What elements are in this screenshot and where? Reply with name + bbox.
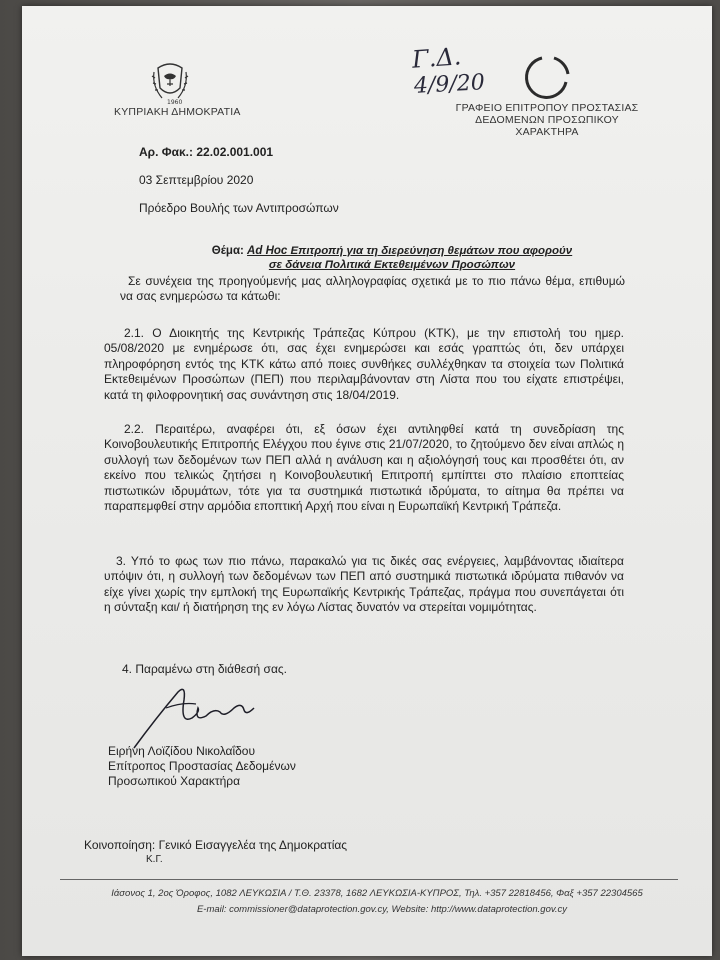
subject-line: σε δάνεια Πολιτικά Εκτεθειμένων Προσώπων xyxy=(268,259,516,271)
footer-address: Ιάσονος 1, 2ος Όροφος, 1082 ΛΕΥΚΩΣΙΑ / Τ.Θ. 23378, 1682 ΛΕΥΚΩΣΙΑ-ΚΥΠΡΟΣ, Τηλ. +357 22818456, Φαξ +357 22304565 xyxy=(111,888,643,899)
signer-title: Προσωπικού Χαρακτήρα xyxy=(108,774,241,788)
svg-text:1960: 1960 xyxy=(167,99,183,106)
notification-line: Κοινοποίηση: Γενικό Εισαγγελέα της Δημοκρατίας xyxy=(84,838,348,852)
letter-page xyxy=(22,6,712,956)
recipient: Πρόεδρο Βουλής των Αντιπροσώπων xyxy=(139,201,339,215)
cyprus-coat-of-arms-icon xyxy=(150,58,190,106)
circle-arcs-logo-icon xyxy=(520,52,576,100)
republic-label: ΚΥΠΡΙΑΚΗ ΔΗΜΟΚΡΑΤΙΑ xyxy=(114,106,241,118)
paragraph-2-1: 2.1. Ο Διοικητής της Κεντρικής Τράπεζας Κύπρου (ΚΤΚ), με την επιστολή του ημερ. 05/08/2020 με ενημέρωσε ότι, σας έχει ενημερώσει και εσάς γραπτώς ότι, δεν υπάρχει πληροφόρηση εντός της ΚΤΚ κάτω από ποιες συνθήκες συλλέχθηκαν τα στοιχεία των Πολιτικά Εκτεθειμένων Προσώπων (ΠΕΠ) που περιλαμβάνονταν στη Λίστα που του είχατε επιστρέψει, κατά τη φιλοφρονητική σας συνάντηση στις 18/04/2019. xyxy=(104,326,624,402)
subject xyxy=(172,244,612,272)
office-name xyxy=(452,102,642,138)
signer-name: Ειρήνη Λοϊζίδου Νικολαΐδου xyxy=(108,744,256,758)
paragraph-4: 4. Παραμένω στη διάθεσή σας. xyxy=(122,662,288,676)
handwritten-initials: Γ.Δ. xyxy=(411,42,463,74)
signer-title: Επίτροπος Προστασίας Δεδομένων xyxy=(108,759,296,773)
paragraph-3: 3. Υπό το φως των πιο πάνω, παρακαλώ για τις δικές σας ενέργειες, λαμβάνοντας ιδιαίτερα υπόψιν ότι, η συλλογή των δεδομένων των ΠΕΠ από συστημικά πιστωτικά ιδρύματα πιθανόν να είχε γίνει χωρίς την εμπλοκή της Ευρωπαϊκής Κεντρικής Τράπεζας, πράγμα που συνεπάγεται ότι η σύνταξη και/ ή διατήρηση της εν λόγω Λίστας δυνατόν να στερείται νομιμότητας. xyxy=(104,554,624,615)
paragraph-2-2: 2.2. Περαιτέρω, αναφέρει ότι, εξ όσων έχει αντιληφθεί κατά τη συνεδρίαση της Κοινοβουλευτικής Επιτροπής Ελέγχου που έγινε στις 21/07/2020, το ζητούμενο δεν είναι απλώς η συλλογή των δεδομένων των ΠΕΠ αλλά η ανάλυση και η αξιολόγησή τους και προσθέτει ότι, αν εκείνο που τελικώς ζητήσει η Κοινοβουλευτική Επιτροπή εμπίπτει στο πλαίσιο εποπτείας πιστωτικών ιδρυμάτων, τότε για τα συστημικά πιστωτικά ιδρύματα, το αίτημα θα πρέπει να παραπεμφθεί στην αρμόδια εποπτική Αρχή που είναι η Ευρωπαϊκή Κεντρική Τράπεζα. xyxy=(104,422,624,514)
footer-divider xyxy=(60,879,678,880)
subject-prefix: Θέμα: xyxy=(211,245,248,257)
subject-line: Ad Hoc Επιτροπή για τη διερεύνηση θεμάτων που αφορούν xyxy=(247,245,573,257)
footer-contact: E-mail: commissioner@dataprotection.gov.cy, Website: http://www.dataprotection.gov.cy xyxy=(196,904,568,915)
file-reference: Αρ. Φακ.: 22.02.001.001 xyxy=(139,145,274,159)
intro-paragraph: Σε συνέχεια της προηγούμενής μας αλληλογραφίας σχετικά με το πιο πάνω θέμα, επιθυμώ να σας ενημερώσω τα κάτωθι: xyxy=(120,274,625,304)
notification-sub: Κ.Γ. xyxy=(146,854,163,865)
office-name-line: ΔΕΔΟΜΕΝΩΝ ΠΡΟΣΩΠΙΚΟΥ xyxy=(475,114,619,126)
handwritten-date: 4/9/20 xyxy=(413,70,486,99)
letter-date: 03 Σεπτεμβρίου 2020 xyxy=(139,173,254,187)
signer-block xyxy=(108,744,296,789)
office-name-line: ΓΡΑΦΕΙΟ ΕΠΙΤΡΟΠΟΥ ΠΡΟΣΤΑΣΙΑΣ xyxy=(455,102,639,114)
office-name-line: ΧΑΡΑΚΤΗΡΑ xyxy=(515,126,579,138)
